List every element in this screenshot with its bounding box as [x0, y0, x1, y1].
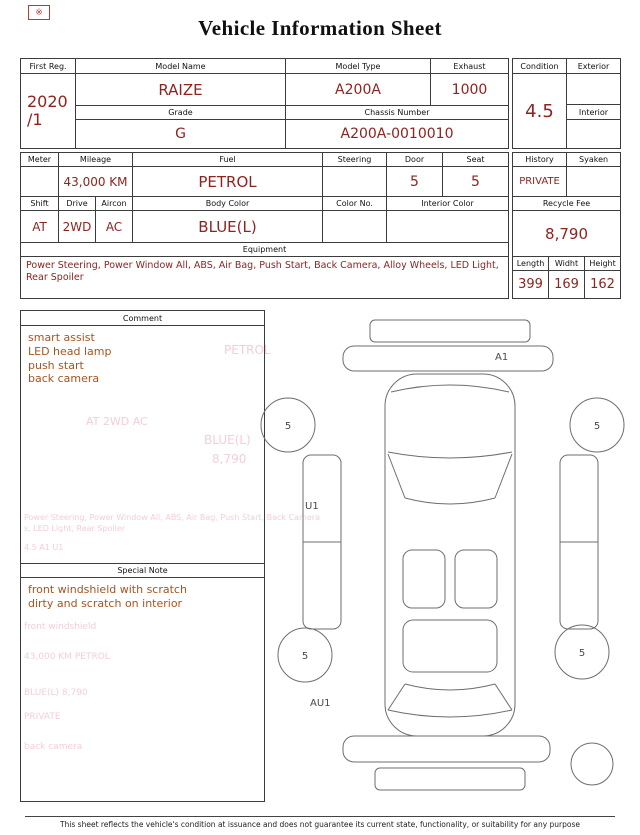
color-no-label: Color No.: [323, 197, 387, 211]
tread-front-left: 5: [284, 421, 292, 432]
special-note-content: [21, 578, 264, 801]
damage-mark-au1: AU1: [310, 698, 331, 709]
grade-value: G: [76, 120, 286, 149]
chassis-number-label: Chassis Number: [286, 106, 509, 120]
width-label: Widht: [549, 257, 585, 271]
seat-label: Seat: [443, 153, 509, 167]
windshield-pillar-right: [495, 454, 512, 498]
length-value: 399: [513, 271, 549, 299]
rear-pillar-right: [495, 684, 512, 710]
ghost-text: 8,790: [212, 452, 247, 466]
condition-label: Condition: [513, 59, 567, 74]
width-value: 169: [549, 271, 585, 299]
interior-color-value: [387, 211, 509, 243]
page-title: Vehicle Information Sheet: [198, 16, 442, 40]
drive-value: 2WD: [59, 211, 96, 243]
comment-line: back camera: [28, 372, 100, 386]
windshield-base: [405, 498, 495, 504]
condition-table: [512, 58, 621, 149]
door-label: Door: [387, 153, 443, 167]
damage-mark-a1: A1: [495, 352, 509, 363]
mileage-value: 43,000 KM: [59, 167, 133, 197]
meter-value: [21, 167, 59, 197]
interior-label: Interior: [567, 105, 621, 120]
ghost-text: PRIVATE: [24, 712, 61, 722]
ghost-text: front windshield: [24, 622, 97, 632]
fuel-label: Fuel: [133, 153, 323, 167]
ghost-text: Power Steering, Power Window All, ABS, Air Bag, Push Start, Back Camera: [24, 513, 320, 522]
steering-value: [323, 167, 387, 197]
equipment-label: Equipment: [21, 243, 509, 257]
interior-value: [567, 120, 621, 149]
model-type-label: Model Type: [286, 59, 431, 74]
windshield-pillar-left: [388, 454, 405, 498]
chassis-number-value: A200A-0010010: [286, 120, 509, 149]
history-label: History: [513, 153, 567, 167]
comment-line: LED head lamp: [28, 344, 112, 358]
ghost-text: BLUE(L) 8,790: [24, 688, 88, 698]
model-name-label: Model Name: [76, 59, 286, 74]
body-color-label: Body Color: [133, 197, 323, 211]
first-reg-label: First Reg.: [21, 59, 76, 74]
steering-label: Steering: [323, 153, 387, 167]
footer-divider: [25, 816, 615, 817]
shift-value: AT: [21, 211, 59, 243]
grade-label: Grade: [76, 106, 286, 120]
damage-mark-u1: U1: [305, 501, 319, 512]
rear-trim: [375, 768, 525, 790]
drive-label: Drive: [59, 197, 96, 211]
comment-box: [20, 310, 265, 802]
fuel-value: PETROL: [133, 167, 323, 197]
condition-value: 4.5: [513, 74, 567, 149]
ghost-text: PETROL: [224, 343, 271, 357]
height-value: 162: [585, 271, 621, 299]
door-value: 5: [387, 167, 443, 197]
front-seat-right: [455, 550, 497, 608]
model-name-value: RAIZE: [76, 74, 286, 106]
color-no-value: [323, 211, 387, 243]
ghost-text: 4.5 A1 U1: [24, 543, 64, 552]
hood-line: [391, 385, 509, 392]
first-reg-year: 2020: [27, 92, 68, 112]
aircon-value: AC: [96, 211, 133, 243]
rear-seat-bench: [403, 620, 497, 672]
ghost-text: 43,000 KM PETROL: [24, 652, 110, 662]
ghost-text: s, LED Light, Rear Spoiler: [24, 524, 126, 533]
rear-pillar-left: [388, 684, 405, 710]
recycle-fee-label: Recycle Fee: [513, 197, 621, 211]
model-type-value: A200A: [286, 74, 431, 106]
trunk-line: [388, 710, 512, 717]
history-value: PRIVATE: [513, 167, 567, 197]
seat-value: 5: [443, 167, 509, 197]
car-damage-diagram: [255, 312, 635, 807]
first-reg-value: [21, 74, 76, 149]
tread-front-right: 5: [593, 421, 601, 432]
car-body-outline: [385, 374, 515, 736]
special-note-line: front windshield with scratch: [28, 583, 187, 596]
special-note-line: dirty and scratch on interior: [28, 596, 183, 610]
syaken-label: Syaken: [567, 153, 621, 167]
ghost-text: BLUE(L): [204, 433, 251, 447]
ghost-text: back camera: [24, 742, 83, 752]
front-trim: [370, 320, 530, 342]
body-color-value: BLUE(L): [133, 211, 323, 243]
equipment-value: Power Steering, Power Window All, ABS, Air Bag, Push Start, Back Camera, Alloy Wheels, LED Light, Rear Spoiler: [21, 257, 509, 299]
front-seat-left: [403, 550, 445, 608]
syaken-value: [567, 167, 621, 197]
recycle-fee-value: 8,790: [513, 211, 621, 257]
exhaust-value: 1000: [431, 74, 509, 106]
front-bumper: [343, 346, 553, 371]
exhaust-label: Exhaust: [431, 59, 509, 74]
first-reg-month: /1: [27, 110, 43, 129]
length-label: Length: [513, 257, 549, 271]
comment-header: Comment: [21, 311, 264, 326]
vehicle-spec-table: [20, 152, 509, 299]
rear-window-top: [405, 684, 495, 690]
shift-label: Shift: [21, 197, 59, 211]
tread-rear-right: 5: [578, 648, 586, 659]
exterior-label: Exterior: [567, 59, 621, 74]
rear-bumper: [343, 736, 550, 762]
height-label: Height: [585, 257, 621, 271]
mileage-label: Mileage: [59, 153, 133, 167]
exterior-value: [567, 74, 621, 105]
footer-disclaimer: This sheet reflects the vehicle's condition at issuance and does not guarantee its current state, functionality, or suitability for any purpose: [59, 820, 581, 829]
tread-rear-left: 5: [301, 651, 309, 662]
history-fee-dimensions-table: [512, 152, 621, 299]
comment-content: [21, 326, 264, 563]
comment-line: push start: [28, 358, 84, 372]
spare-tire: [571, 743, 613, 785]
red-corner-stamp: ※: [28, 5, 50, 20]
comment-line: smart assist: [28, 331, 95, 344]
special-note-header: Special Note: [21, 563, 264, 578]
cowl-line: [388, 452, 512, 458]
vehicle-identity-table: [20, 58, 509, 149]
meter-label: Meter: [21, 153, 59, 167]
ghost-text: AT 2WD AC: [86, 415, 148, 428]
interior-color-label: Interior Color: [387, 197, 509, 211]
aircon-label: Aircon: [96, 197, 133, 211]
